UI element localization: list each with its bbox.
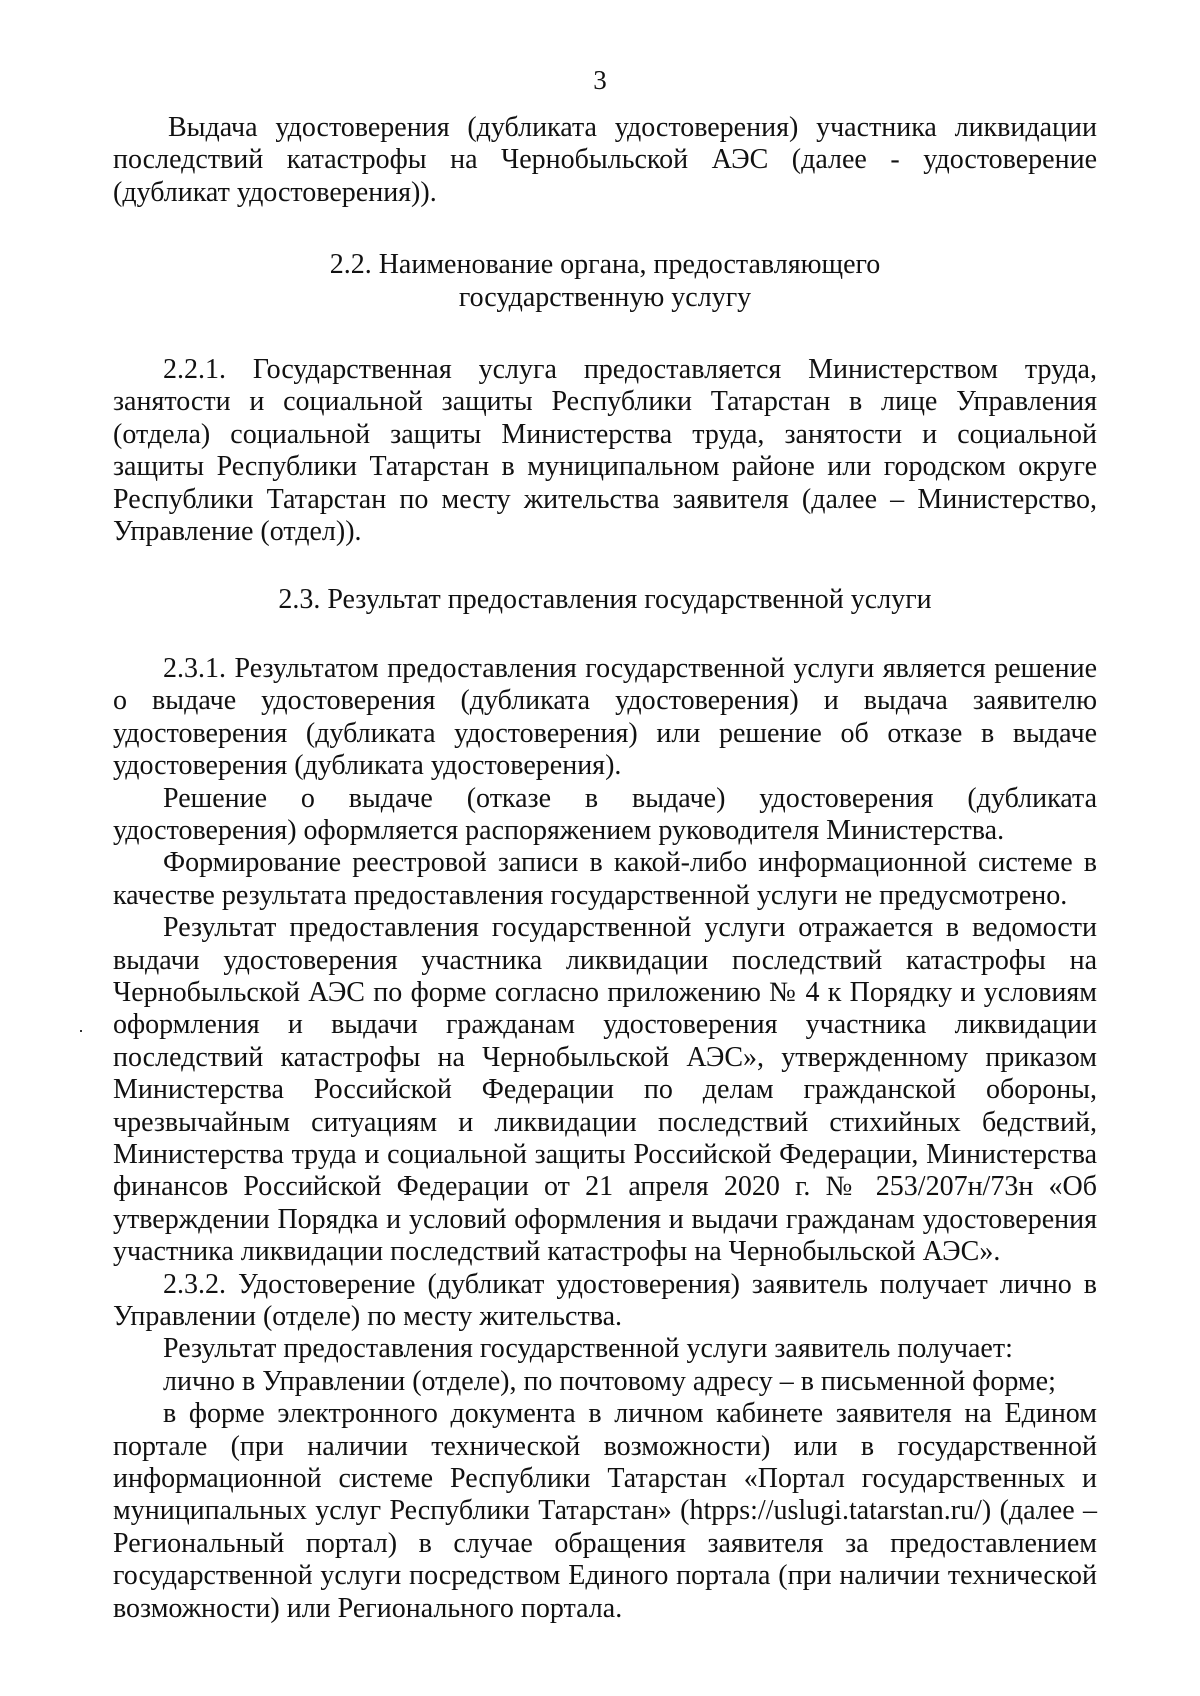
document-body (113, 112, 1097, 1625)
paragraph-registry: Формирование реестровой записи в какой-либо информационной системе в качестве результата предоставления государственной услуги не предусмотрено. (113, 847, 1097, 911)
paragraph-in-person: лично в Управлении (отделе), по почтовому адресу – в письменной форме; (163, 1365, 1056, 1397)
paragraph-electronic: в форме электронного документа в личном кабинете заявителя на Едином портале (при наличии технической возможности) или в государственной информационной системе Республики Татарстан «Портал государственных и муниципальных услуг Республики Татарстан» (htpps://uslugi.tatarstan.ru/) (далее – Региональный портал) в случае обращения заявителя за предоставлением государственной услуги посредством Единого портала (при наличии технической возможности) или Регионального портала. (113, 1398, 1097, 1624)
paragraph-result-reflected: Результат предоставления государственной услуги отражается в ведомости выдачи удостоверения участника ликвидации последствий катастрофы на Чернобыльской АЭС по форме согласно приложению № 4 к Порядку и условиям оформления и выдачи гражданам удостоверения участника ликвидации последствий катастрофы на Чернобыльской АЭС», утвержденному приказом Министерства Российской Федерации по делам гражданской обороны, чрезвычайным ситуациям и ликвидации последствий стихийных бедствий, Министерства труда и социальной защиты Российской Федерации, Министерства финансов Российской Федерации от 21 апреля 2020 г. № 253/207н/73н «Об утверждении Порядка и условий оформления и выдачи гражданам удостоверения участника ликвидации последствий катастрофы на Чернобыльской АЭС». (113, 912, 1097, 1268)
paragraph-2-3-1: 2.3.1. Результатом предоставления государственной услуги является решение о выдаче удостоверения (дубликата удостоверения) и выдача заявителю удостоверения (дубликата удостоверения) или решение об отказе в выдаче удостоверения (дубликата удостоверения). (113, 652, 1097, 782)
paragraph-2-2-1: 2.2.1. Государственная услуга предоставляется Министерством труда, занятости и социальной защиты Республики Татарстан в лице Управления (отдела) социальной защиты Министерства труда, занятости и социальной защиты Республики Татарстан в муниципальном районе или городском округе Республики Татарстан по месту жительства заявителя (далее – Министерство, Управление (отдел)). (113, 354, 1097, 548)
page-number: 3 (593, 65, 607, 95)
section-2-2-heading-line1: 2.2. Наименование органа, предоставляющего (329, 249, 881, 281)
intro-paragraph: Выдача удостоверения (дубликата удостоверения) участника ликвидации последствий катастрофы на Чернобыльской АЭС (далее - удостоверение (дубликат удостоверения)). (113, 112, 1097, 208)
section-2-3-heading: 2.3. Результат предоставления государственной услуги (278, 584, 932, 616)
section-2-2-heading-line2: государственную услугу (458, 281, 752, 313)
paragraph-decision: Решение о выдаче (отказе в выдаче) удостоверения (дубликата удостоверения) оформляется распоряжением руководителя Министерства. (113, 782, 1097, 846)
paragraph-receives: Результат предоставления государственной услуги заявитель получает: (163, 1333, 1013, 1365)
scan-speck (80, 1030, 82, 1032)
section-2-2-heading (113, 249, 1097, 314)
paragraph-2-3-2: 2.3.2. Удостоверение (дубликат удостоверения) заявитель получает лично в Управлении (отделе) по месту жительства. (113, 1268, 1097, 1332)
